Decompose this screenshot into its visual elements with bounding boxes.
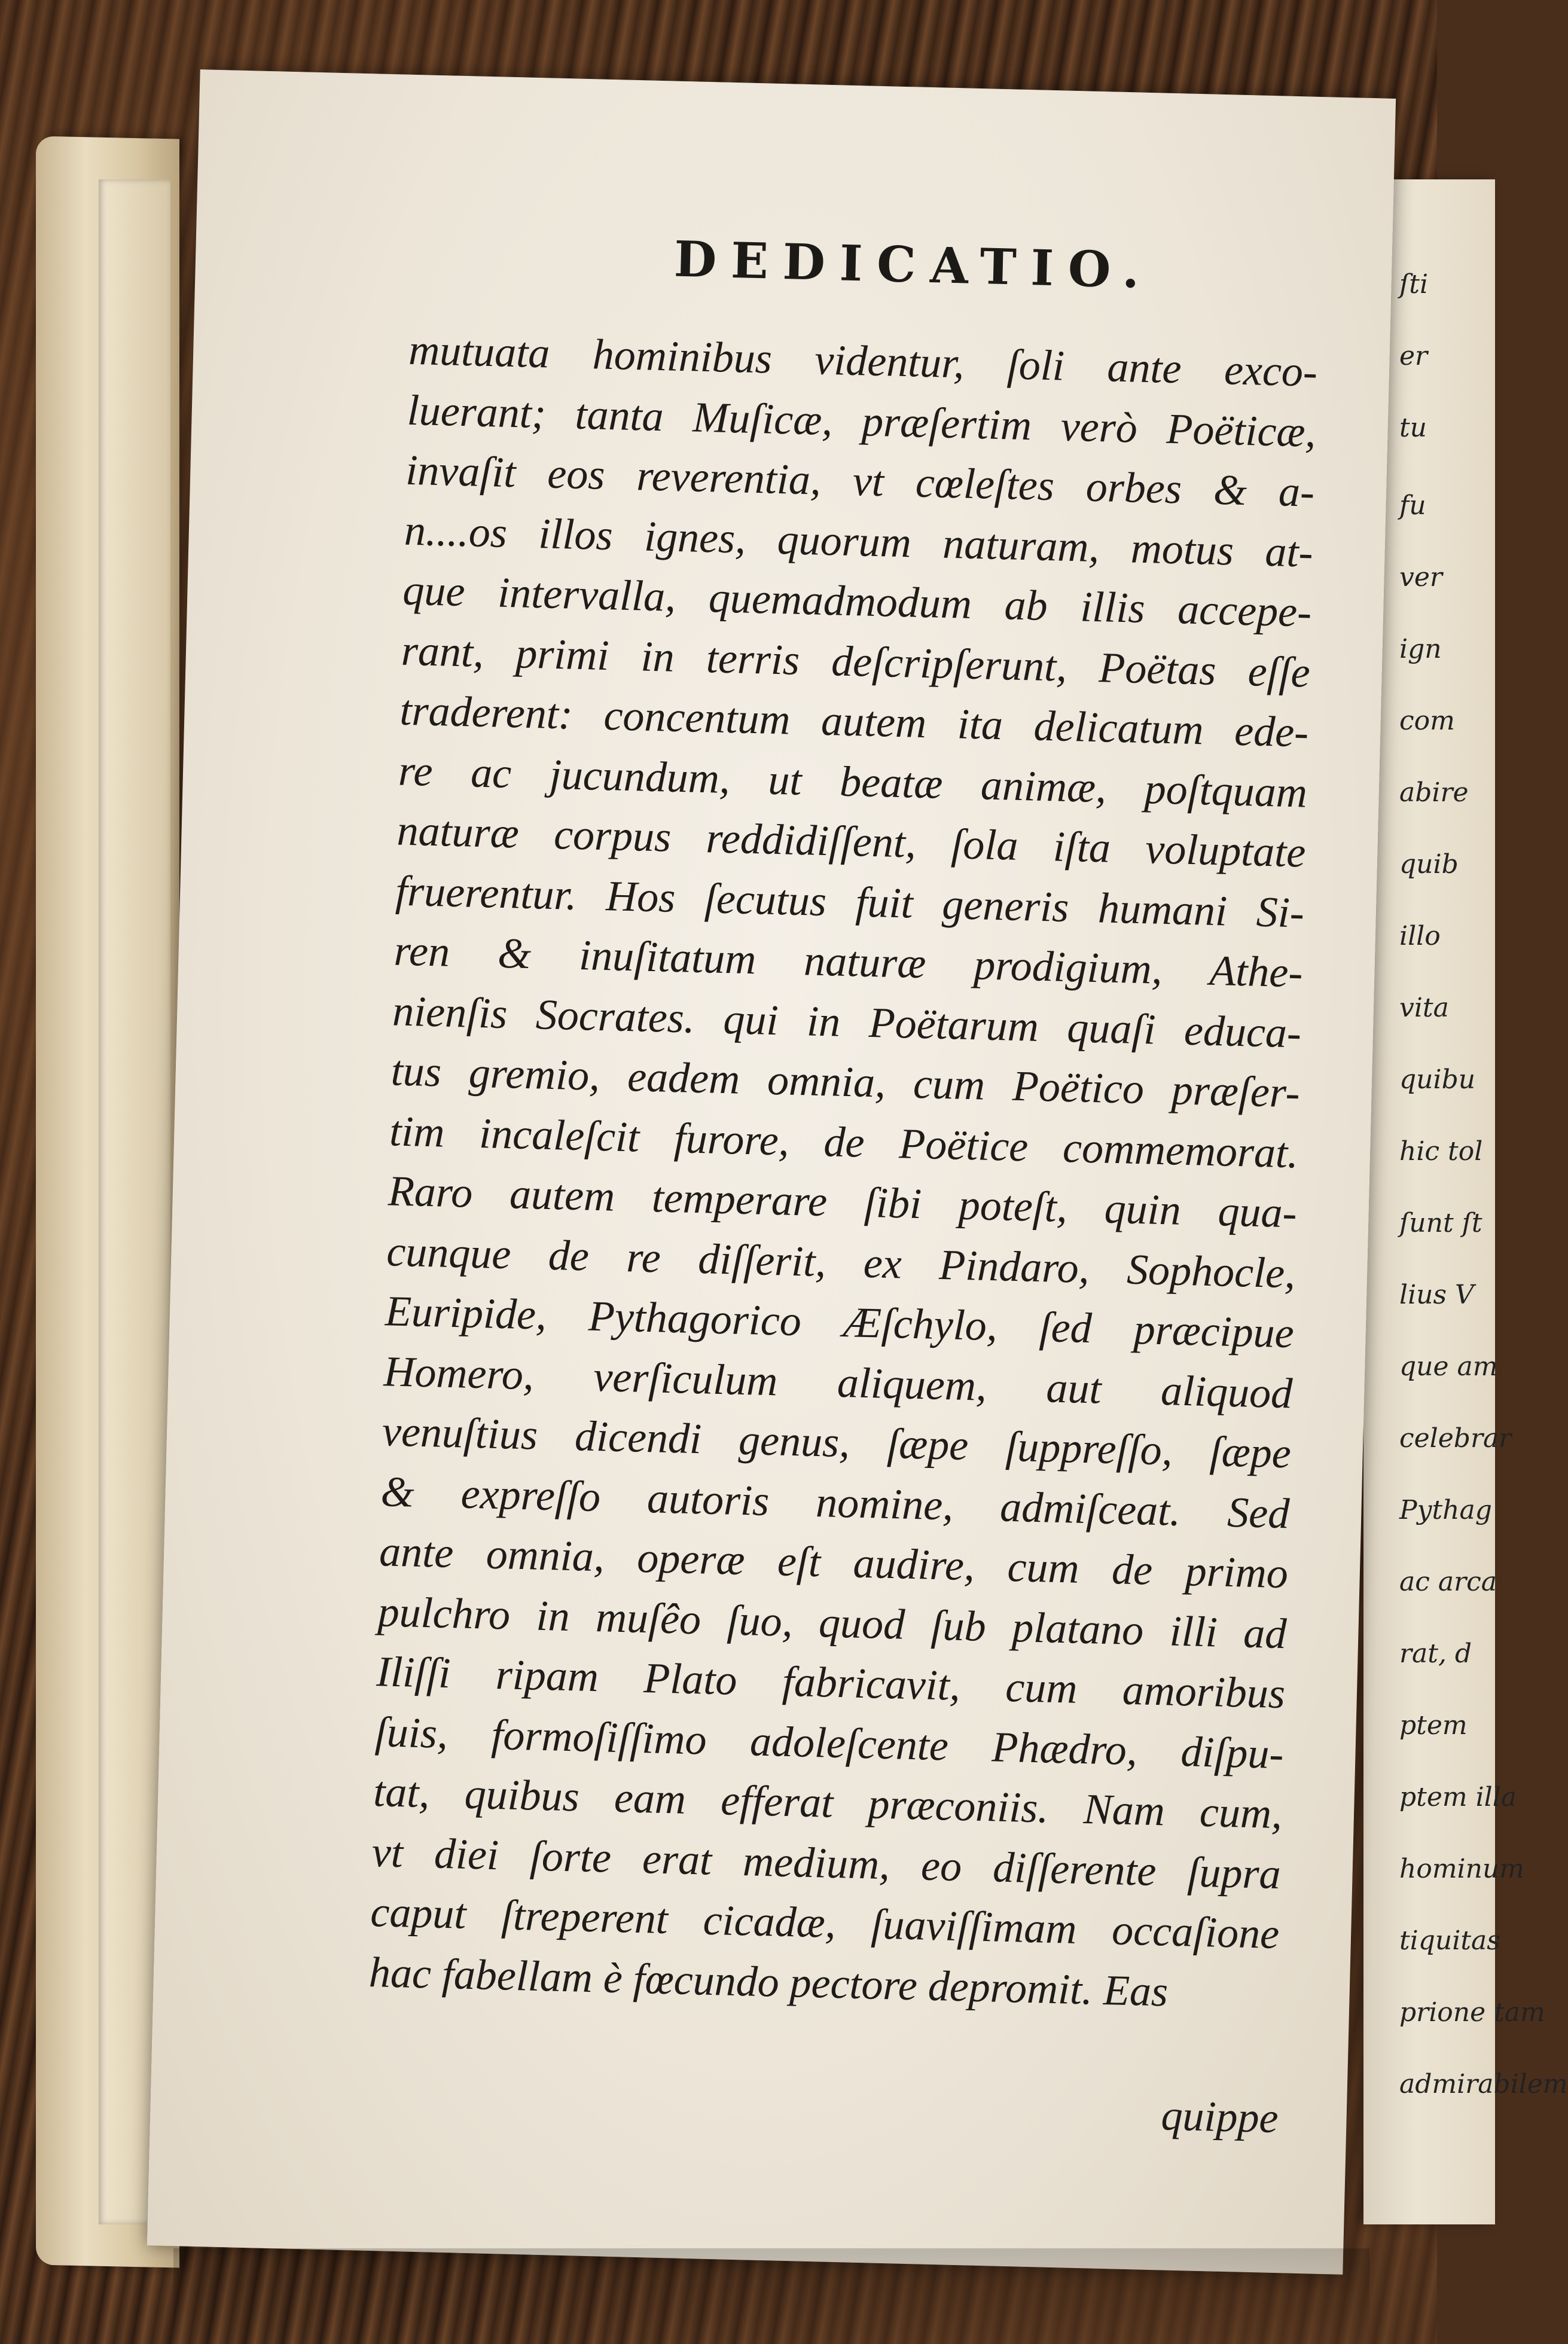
facing-fragment: er <box>1399 341 1428 371</box>
text-line: tus gremio, eadem omnia, cum Poëtico præſer- <box>390 1046 1301 1117</box>
text-line: vt diei ſorte erat medium, eo diſſerente ſupra <box>371 1827 1282 1898</box>
text-line: mutuata hominibus videntur, ſoli ante exco- <box>408 325 1318 396</box>
facing-fragment: quibu <box>1399 1064 1476 1095</box>
text-line: tat, quibus eam efferat præconiis. Nam cum, <box>373 1768 1283 1838</box>
text-line: Raro autem temperare ſibi poteſt, quin qua- <box>388 1167 1298 1237</box>
facing-fragment: rat, d <box>1399 1638 1472 1669</box>
facing-fragment: ſunt ſt <box>1399 1208 1482 1238</box>
facing-fragment: hic tol <box>1399 1136 1483 1167</box>
facing-fragment: illo <box>1399 921 1441 951</box>
text-line: tim incaleſcit furore, de Poëtice commemorat. <box>389 1106 1299 1177</box>
text-line: hac fabellam è fœcundo pectore depromit. Eas <box>368 1948 1169 2016</box>
text-line: fruerentur. Hos ſecutus fuit generis humani Si- <box>395 866 1305 937</box>
book-page <box>147 69 1396 2275</box>
facing-fragment: quib <box>1399 849 1459 880</box>
facing-fragment: ign <box>1399 634 1442 664</box>
facing-fragment: tu <box>1399 413 1427 443</box>
catchword: quippe <box>1160 2091 1279 2142</box>
text-line: ante omnia, operæ eſt audire, cum de primo <box>379 1527 1289 1598</box>
text-line: nienſis Socrates. qui in Poëtarum quaſi educa- <box>392 986 1302 1057</box>
text-line: Homero, verſiculum aliquem, aut aliquod <box>383 1347 1294 1417</box>
facing-fragment: admirabilem <box>1399 2069 1568 2099</box>
facing-fragment: hominum <box>1399 1854 1525 1884</box>
text-line: re ac jucundum, ut beatæ animæ, poſtquam <box>398 746 1308 817</box>
facing-fragment: ac arca <box>1399 1567 1497 1597</box>
facing-fragment: lius V <box>1399 1280 1474 1310</box>
facing-fragment: com <box>1399 706 1455 736</box>
text-line: Iliſſi ripam Plato fabricavit, cum amoribus <box>376 1647 1286 1718</box>
text-line: invaſit eos reverentia, vt cœleſtes orbes & a- <box>405 445 1316 516</box>
text-line: que intervalla, quemadmodum ab illis accepe- <box>402 566 1313 636</box>
facing-fragment: vita <box>1399 993 1449 1023</box>
text-line: rant, primi in terris deſcripſerunt, Poëtas eſſe <box>401 626 1311 697</box>
facing-fragment: tiquitas <box>1399 1925 1500 1956</box>
facing-fragment: abire <box>1399 777 1469 808</box>
page-bottom-shadow <box>173 2248 1369 2344</box>
facing-fragment: prione tam <box>1399 1997 1545 2028</box>
text-line: pulchro in muſêo ſuo, quod ſub platano illi ad <box>377 1587 1288 1658</box>
text-line: n....os illos ignes, quorum naturam, motus at- <box>404 506 1314 576</box>
text-line: venuſtius dicendi genus, ſæpe ſuppreſſo, ſæpe <box>382 1407 1292 1478</box>
page-header: DEDICATIO. <box>673 230 1155 300</box>
text-line: ſuis, formoſiſſimo adoleſcente Phædro, diſpu- <box>374 1707 1285 1778</box>
facing-fragment: ver <box>1399 562 1442 593</box>
facing-fragment: celebrar <box>1399 1423 1512 1454</box>
facing-fragment: que am <box>1399 1351 1498 1382</box>
text-line: ren & inuſitatum naturæ prodigium, Athe- <box>393 926 1304 997</box>
facing-fragment: ptem <box>1399 1710 1468 1741</box>
text-line: traderent: concentum autem ita delicatum ede- <box>399 686 1310 756</box>
text-line: Euripide, Pythagorico Æſchylo, ſed præcipue <box>385 1287 1295 1357</box>
facing-fragment: fu <box>1399 490 1426 521</box>
facing-fragment: ſti <box>1399 269 1429 300</box>
text-line: caput ſtreperent cicadæ, ſuaviſſimam occaſione <box>370 1888 1280 1958</box>
text-line: cunque de re diſſerit, ex Pindaro, Sophocle, <box>386 1226 1297 1297</box>
facing-fragment: ptem illa <box>1399 1782 1517 1812</box>
text-line: & expreſſo autoris nomine, admiſceat. Sed <box>380 1467 1291 1537</box>
text-line: naturæ corpus reddidiſſent, ſola iſta voluptate <box>396 806 1307 877</box>
body-text <box>368 320 1318 2024</box>
text-line: luerant; tanta Muſicæ, præſertim verò Poëticæ, <box>406 386 1317 456</box>
facing-fragment: Pythag <box>1399 1495 1492 1525</box>
